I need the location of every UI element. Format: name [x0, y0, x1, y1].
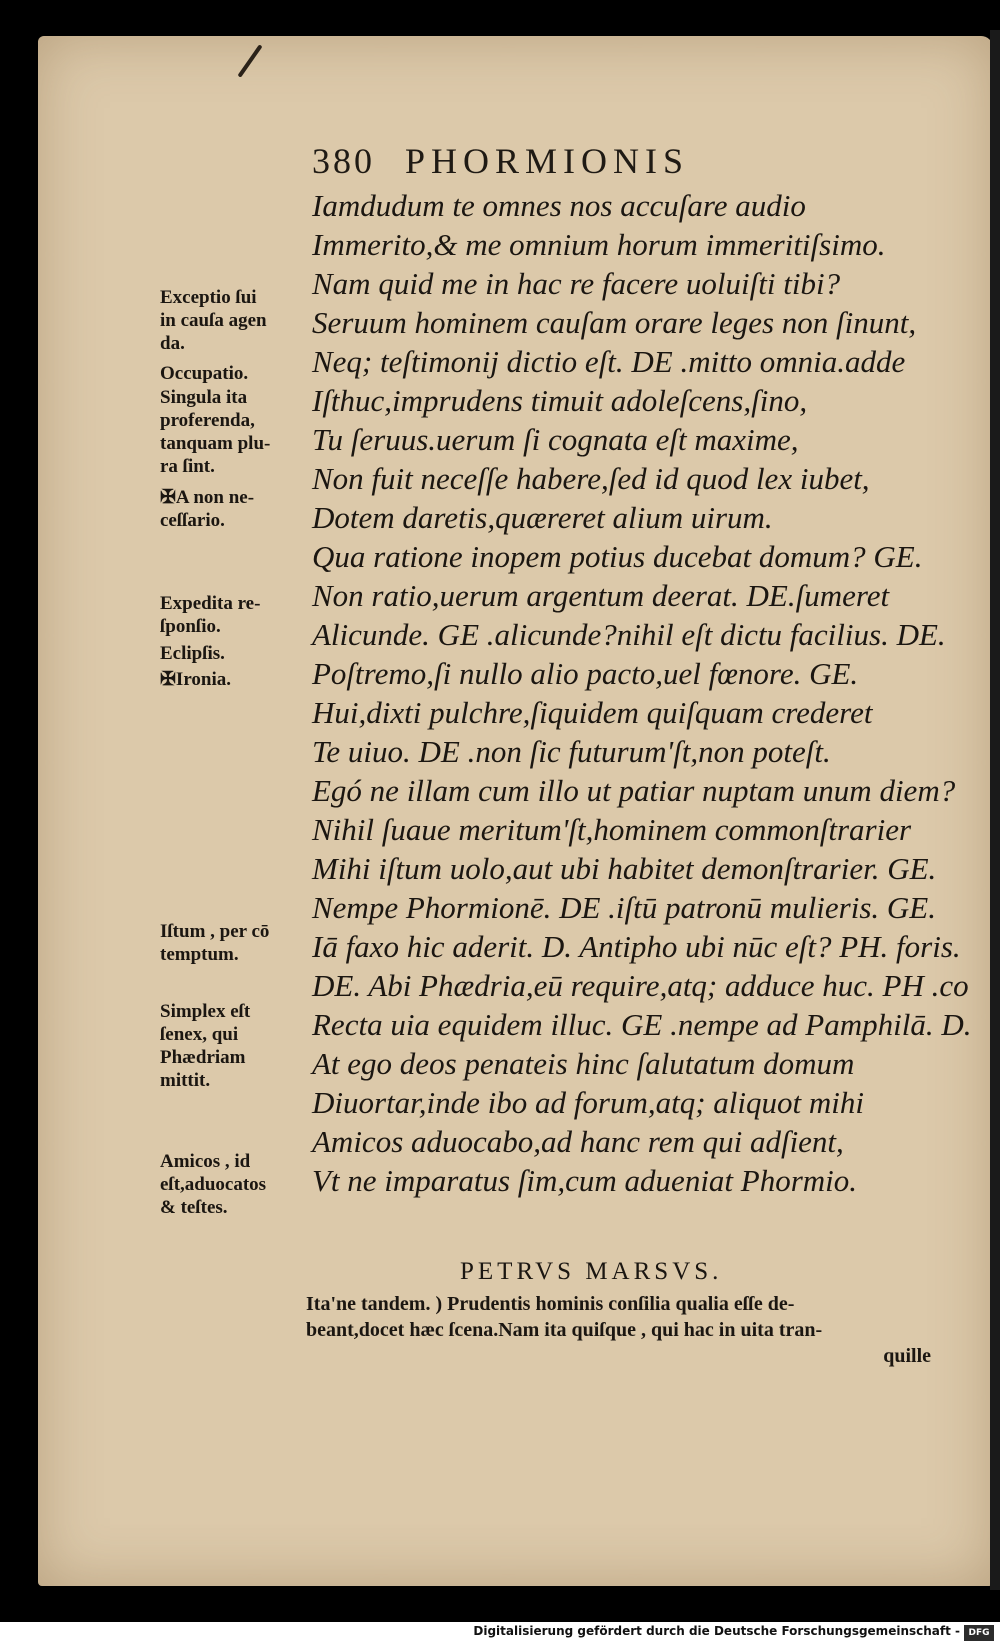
verse-line: Dotem daretis,quæreret alium uirum.: [312, 500, 773, 535]
margin-note: [160, 1150, 266, 1219]
commentary-line: beant,docet hæc ſcena.Nam ita quiſque , qui hac in uita tran-: [306, 1319, 823, 1341]
verse-line: Iſthuc,imprudens timuit adoleſcens,ſino,: [312, 383, 808, 418]
verse-line: Egó ne illam cum illo ut patiar nuptam unum diem?: [312, 773, 956, 808]
margin-note-line: eſt,aduocatos: [160, 1174, 267, 1195]
margin-note-line: ✠Ironia.: [160, 669, 231, 690]
verse-line: Nam quid me in hac re facere uoluiſti tibi?: [312, 266, 841, 301]
margin-note-line: Amicos , id: [160, 1151, 251, 1172]
verse-line: Non ratio,uerum argentum deerat. DE.ſumeret: [312, 578, 890, 613]
verse-line: Nempe Phormionē. DE .iſtū patronū mulieris. GE.: [312, 890, 936, 925]
margin-note-line: ✠A non ne-: [160, 487, 255, 508]
dfg-logo: DFG: [964, 1625, 994, 1641]
running-title: PHORMIONIS: [405, 141, 690, 181]
catchword: quille: [883, 1345, 931, 1367]
commentator-heading: PETRVS MARSVS.: [460, 1258, 723, 1285]
margin-note: [160, 592, 260, 638]
verse-line: Non fuit neceſſe habere,ſed id quod lex iubet,: [312, 461, 870, 496]
verse-line: Hui,dixti pulchre,ſiquidem quiſquam crederet: [312, 695, 873, 730]
verse-line: Tu ſeruus.uerum ſi cognata eſt maxime,: [312, 422, 799, 457]
margin-note: [160, 1000, 250, 1092]
margin-note: [160, 386, 270, 478]
verse-line: Iā faxo hic aderit. D. Antipho ubi nūc eſt? PH. foris.: [312, 929, 961, 964]
margin-note-line: temptum.: [160, 944, 239, 965]
margin-note-line: Phædriam: [160, 1047, 246, 1068]
commentary-line: Ita'ne tandem. ) Prudentis hominis conſilia qualia eſſe de-: [306, 1293, 795, 1315]
commentary-text: [306, 1291, 931, 1369]
verse-line: Immerito,& me omnium horum immeritiſsimo.: [312, 227, 886, 262]
margin-note: [160, 286, 267, 355]
margin-note-line: mittit.: [160, 1070, 211, 1091]
margin-note-line: Expedita re-: [160, 593, 261, 614]
page-header: [312, 140, 689, 182]
verse-line: Poſtremo,ſi nullo alio pacto,uel fœnore. GE.: [312, 656, 859, 691]
margin-note-line: ſponſio.: [160, 616, 221, 637]
verse-line: Mihi iſtum uolo,aut ubi habitet demonſtrarier. GE.: [312, 851, 937, 886]
verse-line: Iamdudum te omnes nos accuſare audio: [312, 188, 806, 223]
margin-note-line: Eclipſis.: [160, 643, 225, 664]
funding-notice: Digitalisierung gefördert durch die Deutsche Forschungsgemeinschaft -: [473, 1624, 960, 1638]
margin-note-line: & teſtes.: [160, 1197, 228, 1218]
margin-note-line: Exceptio ſui: [160, 287, 257, 308]
margin-note-line: ſenex, qui: [160, 1024, 239, 1045]
margin-note: [160, 362, 248, 385]
verse-line: Diuortar,inde ibo ad forum,atq; aliquot mihi: [312, 1085, 864, 1120]
margin-note-line: Singula ita: [160, 387, 248, 408]
verse-line: Nihil ſuaue meritum'ſt,hominem commonſtrarier: [312, 812, 912, 847]
margin-note: [160, 486, 254, 532]
verse-line: Seruum hominem cauſam orare leges non ſinunt,: [312, 305, 917, 340]
margin-note-line: Iſtum , per cō: [160, 921, 270, 942]
verse-line: Amicos aduocabo,ad hanc rem qui adſient,: [312, 1124, 844, 1159]
margin-note-line: ra ſint.: [160, 456, 215, 477]
margin-note: [160, 642, 225, 665]
margin-note: [160, 920, 269, 966]
verse-line: Recta uia equidem illuc. GE .nempe ad Pamphilā. D.: [312, 1007, 972, 1042]
verse-line: Te uiuo. DE .non ſic futurum'ſt,non poteſt.: [312, 734, 831, 769]
margin-note: [160, 668, 231, 691]
margin-note-line: proferenda,: [160, 410, 255, 431]
verse-line: Qua ratione inopem potius ducebat domum? GE.: [312, 539, 923, 574]
margin-note-line: da.: [160, 333, 185, 354]
verse-line: At ego deos penateis hinc ſalutatum domum: [312, 1046, 855, 1081]
margin-note-line: in cauſa agen: [160, 310, 267, 331]
margin-note-line: Occupatio.: [160, 363, 249, 384]
margin-note-line: ceſſario.: [160, 510, 225, 531]
page-number: 380: [312, 141, 375, 181]
verse-line: Alicunde. GE .alicunde?nihil eſt dictu facilius. DE.: [312, 617, 946, 652]
book-spine: [990, 30, 1000, 1590]
verse-line: DE. Abi Phædria,eū require,atq; adduce huc. PH .co: [312, 968, 969, 1003]
verse-line: Vt ne imparatus ſim,cum adueniat Phormio.: [312, 1163, 858, 1198]
footer-bar: [0, 1622, 1000, 1645]
margin-note-line: tanquam plu-: [160, 433, 271, 454]
margin-note-line: Simplex eſt: [160, 1001, 251, 1022]
verse-line: Neq; teſtimonij dictio eſt. DE .mitto omnia.adde: [312, 344, 906, 379]
